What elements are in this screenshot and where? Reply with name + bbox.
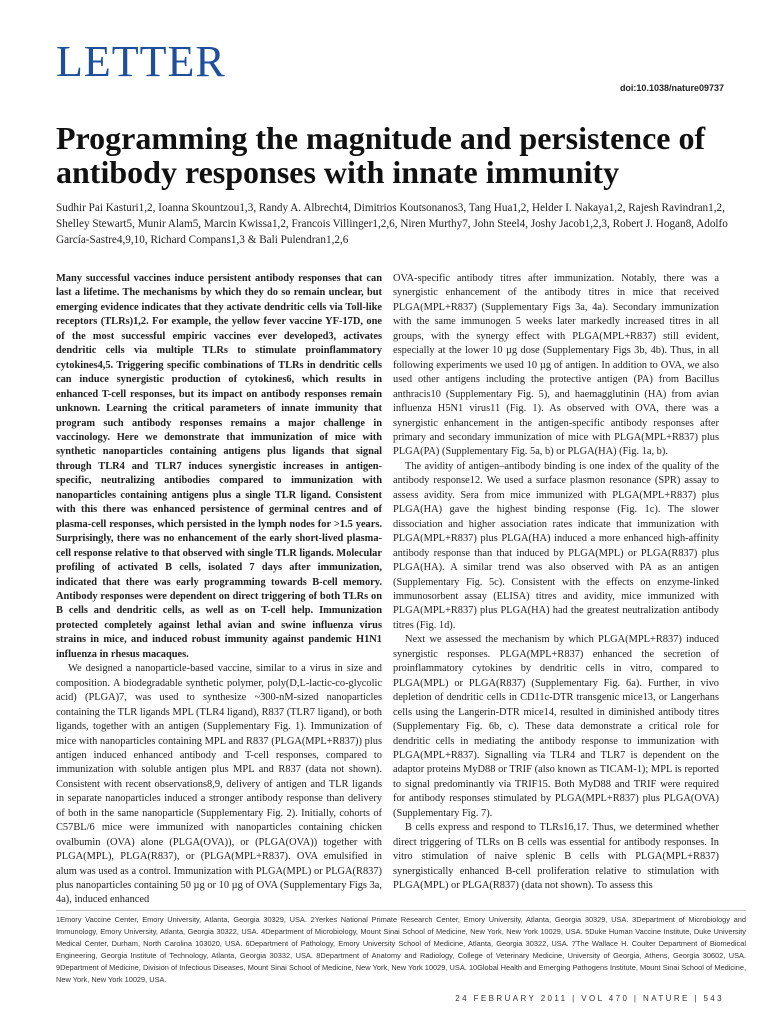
- body-paragraph: OVA-specific antibody titres after immunization. Notably, there was a synergistic enhancement of the antibody titres in mice that received PLGA(MPL+R837) (Supplementary Figs 3a, 4a). Secondary immunization with the same immunogen 5 weeks later markedly increased titres in all groups, with the synergy effect with PLGA(MPL+R837) still evident, especially at the lower 10 µg dose (Supplementary Figs 3b, 4b). Thus, in all following experiments we used 10 µg of antigen. In addition to OVA, we also used other antigens including the protective antigen (PA) from Bacillus anthracis10 (Supplementary Fig. 5), and haemagglutinin (HA) from avian influenza H5N1 virus11 (Fig. 1). As observed with OVA, there was a synergistic enhancement in the antigen-specific antibody responses after primary and secondary immunization of mice with PLGA(MPL+R837) plus PLGA(PA) (Supplementary Fig. 5a, b) or PLGA(HA) (Fig. 1a, b).: [393, 273, 719, 458]
- footnote-divider: [56, 910, 746, 911]
- body-column-right: [393, 272, 719, 893]
- abstract-paragraph: Many successful vaccines induce persistent antibody responses that can last a lifetime. The mechanisms by which they do so remain unclear, but emerging evidence indicates that they activate dendritic cells via Toll-like receptors (TLRs)1,2. For example, the yellow fever vaccine YF-17D, one of the most successful empiric vaccines ever developed3, activates dendritic cells via multiple TLRs to stimulate proinflammatory cytokines4,5. Triggering specific combinations of TLRs in dendritic cells can induce synergistic production of cytokines6, which results in enhanced T-cell responses, but its impact on antibody responses remain unknown. Learning the critical parameters of innate immunity that program such antibody responses remains a major challenge in vaccinology. Here we demonstrate that immunization of mice with synthetic nanoparticles containing antigens plus ligands that signal through TLR4 and TLR7 induces synergistic increases in antigen-specific, neutralizing antibodies compared to immunization with nanoparticles containing antigens plus a single TLR ligand. Consistent with this there was enhanced persistence of germinal centres and of plasma-cell responses, which persisted in the lymph nodes for >1.5 years. Surprisingly, there was no enhancement of the early short-lived plasma-cell response relative to that observed with single TLR ligands. Molecular profiling of activated B cells, isolated 7 days after immunization, indicated that there was early programming towards B-cell memory. Antibody responses were dependent on direct triggering of both TLRs on B cells and dendritic cells, as well as on T-cell help. Immunization protected completely against lethal avian and swine influenza virus strains in mice, and induced robust immunity against pandemic H1N1 influenza in rhesus macaques.: [56, 273, 382, 660]
- body-paragraph: Next we assessed the mechanism by which PLGA(MPL+R837) induced synergistic responses. PLGA(MPL+R837) enhanced the secretion of proinflammatory cytokines by dendritic cells in vitro, compared to PLGA(MPL) or PLGA(R837) (Supplementary Fig. 6a). Further, in vivo depletion of dendritic cells in CD11c-DTR transgenic mice13, or Langerhans cells using the Langerin-DTR mice14, resulted in diminished antibody titres (Supplementary Fig. 6b, c). These data demonstrate a critical role for dendritic cells in mediating the antibody response to immunization with PLGA(MPL+R837). Signalling via TLR4 and TLR7 is dependent on the adaptor proteins MyD88 or TRIF (also known as TICAM-1); MPL is reported to signal predominantly via TRIF15. Both MyD88 and TRIF were required for antibody responses stimulated by PLGA(MPL+R837) plus PLGA(OVA) (Supplementary Fig. 7).: [393, 634, 719, 819]
- body-paragraph: We designed a nanoparticle-based vaccine, similar to a virus in size and composition. A biodegradable synthetic polymer, poly(D,L-lactic-co-glycolic acid) (PLGA)7, was used to synthesize ~300-nM-sized nanoparticles containing the TLR ligands MPL (TLR4 ligand), R837 (TLR7 ligand), or both ligands, together with an antigen (Supplementary Fig. 1). Immunization of mice with nanoparticles containing MPL and R837 (PLGA(MPL+R837)) plus antigen induced enhanced antibody and T-cell responses, compared to immunization with soluble antigen plus MPL and R837 (data not shown). Consistent with recent observations8,9, delivery of antigen and TLR ligands in separate nanoparticles induced a stronger antibody response than delivery of both in the same nanoparticle (Supplementary Fig. 2). Initially, cohorts of C57BL/6 mice were immunized with nanoparticles containing chicken ovalbumin (OVA) alone (PLGA(OVA)), or (PLGA(OVA)) together with PLGA(MPL), PLGA(R837), or (PLGA(MPL+R837). OVA emulsified in alum was used as a control. Immunization with PLGA(MPL) or PLGA(R837) plus nanoparticles containing 50 µg or 10 µg of OVA (Supplementary Figs 3a, 4a), induced enhanced: [56, 663, 382, 906]
- author-list: Sudhir Pai Kasturi1,2, Ioanna Skountzou1,3, Randy A. Albrecht4, Dimitrios Koutsonanos3, Tang Hua1,2, Helder I. Nakaya1,2, Rajesh Ravindran1,2, Shelley Stewart5, Munir Alam5, Marcin Kwissa1,2, Francois Villinger1,2,6, Niren Murthy7, John Steel4, Joshy Jacob1,2,3, Robert J. Hogan8, Adolfo García-Sastre4,9,10, Richard Compans1,3 & Bali Pulendran1,2,6: [56, 202, 728, 246]
- body-column-left: [56, 272, 382, 908]
- doi-link[interactable]: doi:10.1038/nature09737: [619, 83, 724, 93]
- affiliations-footnote: 1Emory Vaccine Center, Emory University, Atlanta, Georgia 30329, USA. 2Yerkes National Primate Research Center, Emory University, Atlanta, Georgia 30329, USA. 3Department of Microbiology and Immunology, Emory University, Atlanta, Georgia 30322, USA. 4Department of Microbiology, Mount Sinai School of Medicine, New York, New York 10029, USA. 5Duke Human Vaccine Institute, Duke University Medical Center, Durham, North Carolina 103020, USA. 6Department of Pathology, Emory University School of Medicine, Atlanta, Georgia 30322, USA. 7The Wallace H. Coulter Department of Biomedical Engineering, Georgia Institute of Technology, Atlanta, Georgia 30332, USA. 8Department of Anatomy and Radiology, College of Veterinary Medicine, University of Georgia, Athens, Georgia 30602, USA. 9Department of Medicine, Division of Infectious Diseases, Mount Sinai School of Medicine, New York, New York 10029, USA. 10Global Health and Emerging Pathogens Institute, Mount Sinai School of Medicine, New York, New York 10029, USA.: [56, 915, 746, 984]
- page-footer: 24 FEBRUARY 2011 | VOL 470 | NATURE | 543: [455, 994, 724, 1003]
- section-label: LETTER: [56, 37, 226, 86]
- article-title: Programming the magnitude and persistence of antibody responses with innate immunity: [56, 120, 706, 190]
- body-paragraph: B cells express and respond to TLRs16,17. Thus, we determined whether direct triggering of TLRs on B cells was essential for antibody responses. In vitro stimulation of naive splenic B cells with PLGA(MPL+R837) synergistically enhanced B-cell proliferation relative to stimulation with PLGA(MPL) or PLGA(R837) (data not shown). To assess this: [393, 822, 719, 892]
- body-paragraph: The avidity of antigen–antibody binding is one index of the quality of the antibody response12. We used a surface plasmon resonance (SPR) assay to assess avidity. Sera from mice immunized with PLGA(MPL+R837) plus PLGA(HA) gave the highest binding response (Fig. 1c). The slower dissociation and higher association rates indicate that immunization with PLGA(MPL+R837) plus PLGA(HA) induced a more enhanced high-affinity antibody response than that induced by PLGA(MPL) or PLGA(R837) plus PLGA(HA). A similar trend was also observed with PA as an antigen (Supplementary Fig. 5c). Consistent with the effects on enzyme-linked immunosorbent assay (ELISA) titres and avidity, mice immunized with PLGA(MPL+R837) plus PLGA(HA) had the greatest neutralization antibody titres (Fig. 1d).: [393, 460, 719, 631]
